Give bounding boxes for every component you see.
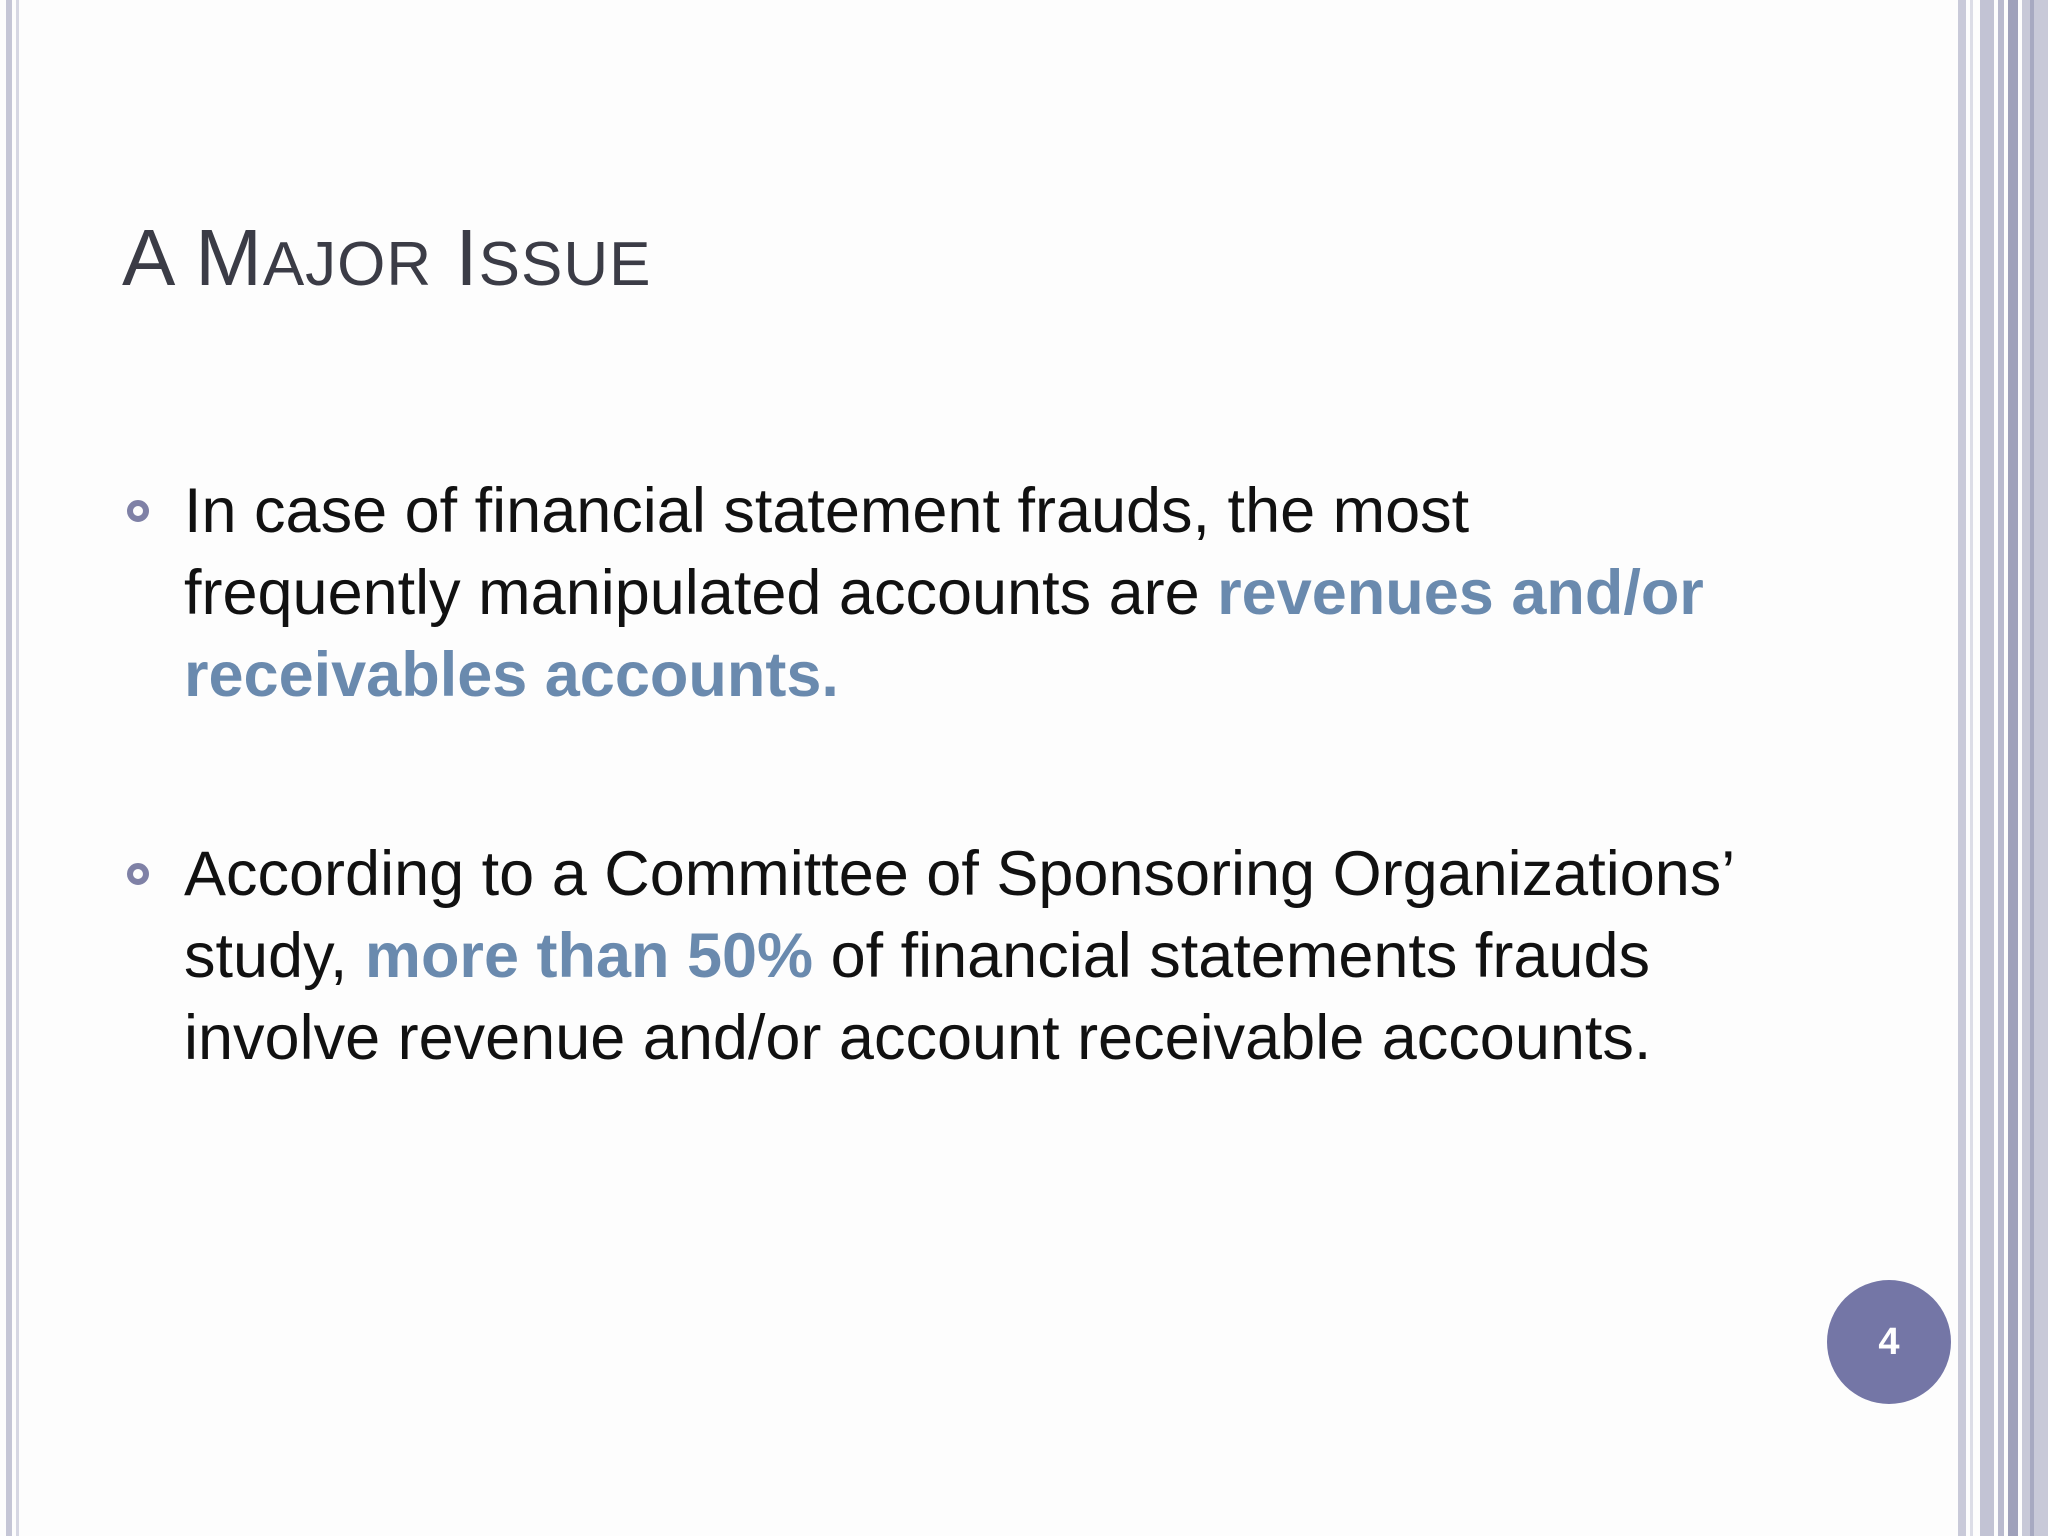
bullet-text-after: of financial statements frauds involve revenue and/or account receivable accounts. bbox=[184, 921, 1652, 1073]
bullet-item bbox=[184, 833, 1744, 1079]
title-smallcaps-3: SSUE bbox=[478, 230, 652, 299]
right-border-stripe-3 bbox=[2008, 0, 2018, 1536]
bullet-text: According to a Committee of Sponsoring Organizations’ study, bbox=[184, 839, 1733, 991]
title-cap-2: M bbox=[195, 213, 263, 302]
page-number: 4 bbox=[1878, 1320, 1900, 1363]
title-smallcaps-2: AJOR bbox=[262, 230, 433, 299]
right-border-rule-thin bbox=[1970, 0, 1973, 1536]
bullet-item bbox=[184, 470, 1744, 716]
right-border-stripe-1 bbox=[1980, 0, 1994, 1536]
right-border-rule bbox=[1958, 0, 1966, 1536]
hollow-circle-bullet-icon bbox=[127, 500, 149, 522]
bullet-highlight: more than 50% bbox=[364, 921, 814, 991]
page-number-badge bbox=[1827, 1280, 1951, 1404]
right-border-stripe-2 bbox=[1998, 0, 2004, 1536]
slide-title bbox=[122, 210, 652, 313]
title-cap-3: I bbox=[455, 213, 479, 302]
right-border-stripe-5 bbox=[2030, 0, 2034, 1536]
bullet-text: In case of financial statement frauds, the most frequently manipulated accounts are bbox=[184, 476, 1470, 628]
right-border-stripe-4 bbox=[2022, 0, 2048, 1536]
hollow-circle-bullet-icon bbox=[127, 863, 149, 885]
title-cap-1: A bbox=[122, 213, 172, 302]
bullet-highlight: revenues and/or receivables accounts. bbox=[184, 558, 1704, 710]
left-border-rule-thin bbox=[16, 0, 19, 1536]
left-border-rule bbox=[6, 0, 12, 1536]
